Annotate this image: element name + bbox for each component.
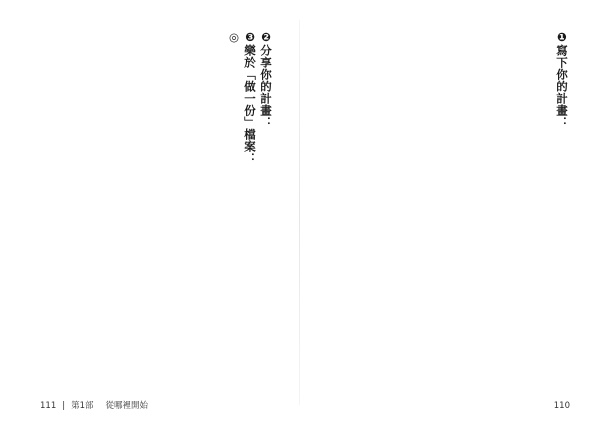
- right-page-footer: [554, 401, 570, 411]
- right-paragraph-4-lead: 寫下你的計畫：: [555, 44, 569, 129]
- left-paragraph-2-marker: ❷: [259, 30, 273, 45]
- left-page-body: [34, 30, 274, 375]
- right-page-number: 110: [553, 401, 570, 411]
- left-paragraph-5: [226, 30, 242, 375]
- left-paragraph-5-marker: ◎: [227, 30, 241, 45]
- left-page-footer: 111 | 第1部 從哪裡開始: [40, 401, 149, 411]
- left-paragraph-2: [258, 30, 274, 375]
- left-page-number: 111: [40, 401, 57, 411]
- right-page: [300, 0, 600, 425]
- chapter-title: 從哪裡開始: [105, 401, 149, 411]
- left-paragraph-4-lead: 樂於「做一份」檔案：: [243, 44, 257, 165]
- right-page-body: [324, 30, 570, 375]
- right-paragraph-4: [554, 30, 570, 375]
- part-label: 第1部: [71, 401, 94, 411]
- left-paragraph-4: [242, 30, 258, 375]
- left-paragraph-2-lead: 分享你的計畫：: [259, 44, 273, 129]
- right-paragraph-4-marker: ❶: [555, 30, 569, 45]
- left-paragraph-4-marker: ❸: [243, 30, 257, 45]
